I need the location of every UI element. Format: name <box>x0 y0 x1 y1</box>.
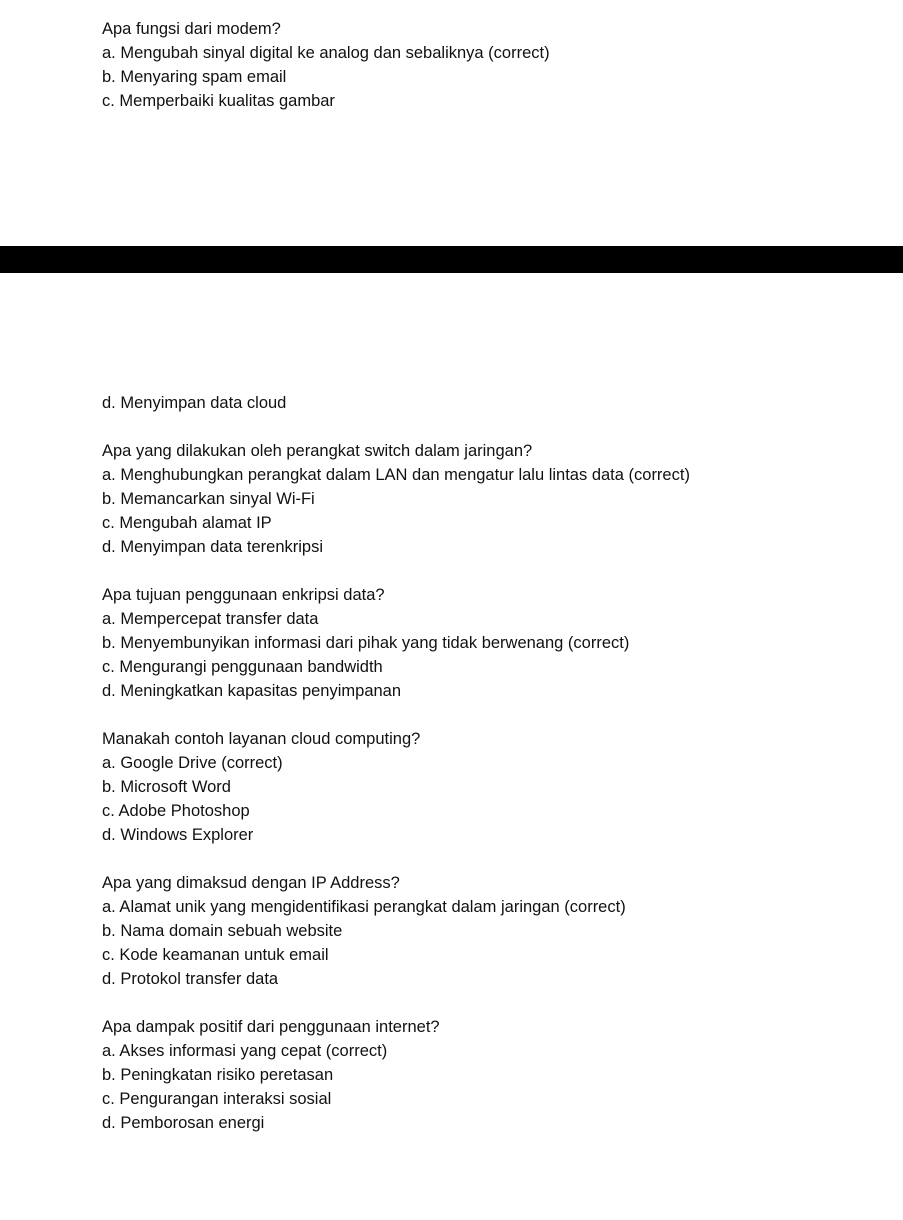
option-text: b. Menyaring spam email <box>102 68 287 86</box>
bottom-question-block <box>102 391 882 1135</box>
question-text: Apa yang dilakukan oleh perangkat switch dalam jaringan? <box>102 442 533 460</box>
option-text: a. Mengubah sinyal digital ke analog dan sebaliknya (correct) <box>102 44 550 62</box>
option-text: c. Mengurangi penggunaan bandwidth <box>102 658 383 676</box>
question-text: Manakah contoh layanan cloud computing? <box>102 730 421 748</box>
question-group <box>102 439 882 559</box>
question-group <box>102 1015 882 1135</box>
option-text: b. Peningkatan risiko peretasan <box>102 1066 334 1084</box>
option-text: d. Windows Explorer <box>102 826 254 844</box>
option-text: b. Nama domain sebuah website <box>102 922 343 940</box>
option-text: d. Protokol transfer data <box>102 970 279 988</box>
option-text: d. Menyimpan data cloud <box>102 394 287 412</box>
top-question-block <box>102 17 882 113</box>
question-group <box>102 583 882 703</box>
question-text: Apa yang dimaksud dengan IP Address? <box>102 874 400 892</box>
option-text: a. Akses informasi yang cepat (correct) <box>102 1042 388 1060</box>
option-text: c. Adobe Photoshop <box>102 802 250 820</box>
option-text: b. Memancarkan sinyal Wi-Fi <box>102 490 315 508</box>
question-text: Apa tujuan penggunaan enkripsi data? <box>102 586 385 604</box>
question-text: Apa dampak positif dari penggunaan internet? <box>102 1018 440 1036</box>
option-text: a. Mempercepat transfer data <box>102 610 319 628</box>
option-text: c. Mengubah alamat IP <box>102 514 272 532</box>
question-text: Apa fungsi dari modem? <box>102 20 281 38</box>
option-text: a. Google Drive (correct) <box>102 754 283 772</box>
option-text: d. Menyimpan data terenkripsi <box>102 538 324 556</box>
option-text: c. Memperbaiki kualitas gambar <box>102 92 335 110</box>
question-group <box>102 727 882 847</box>
black-divider-band <box>0 246 903 273</box>
option-text: c. Kode keamanan untuk email <box>102 946 329 964</box>
option-text: a. Alamat unik yang mengidentifikasi perangkat dalam jaringan (correct) <box>102 898 626 916</box>
option-text: b. Microsoft Word <box>102 778 231 796</box>
option-text: d. Pemborosan energi <box>102 1114 265 1132</box>
option-text: c. Pengurangan interaksi sosial <box>102 1090 332 1108</box>
option-text: d. Meningkatkan kapasitas penyimpanan <box>102 682 402 700</box>
question-group <box>102 871 882 991</box>
option-text: b. Menyembunyikan informasi dari pihak yang tidak berwenang (correct) <box>102 634 630 652</box>
option-text: a. Menghubungkan perangkat dalam LAN dan mengatur lalu lintas data (correct) <box>102 466 690 484</box>
